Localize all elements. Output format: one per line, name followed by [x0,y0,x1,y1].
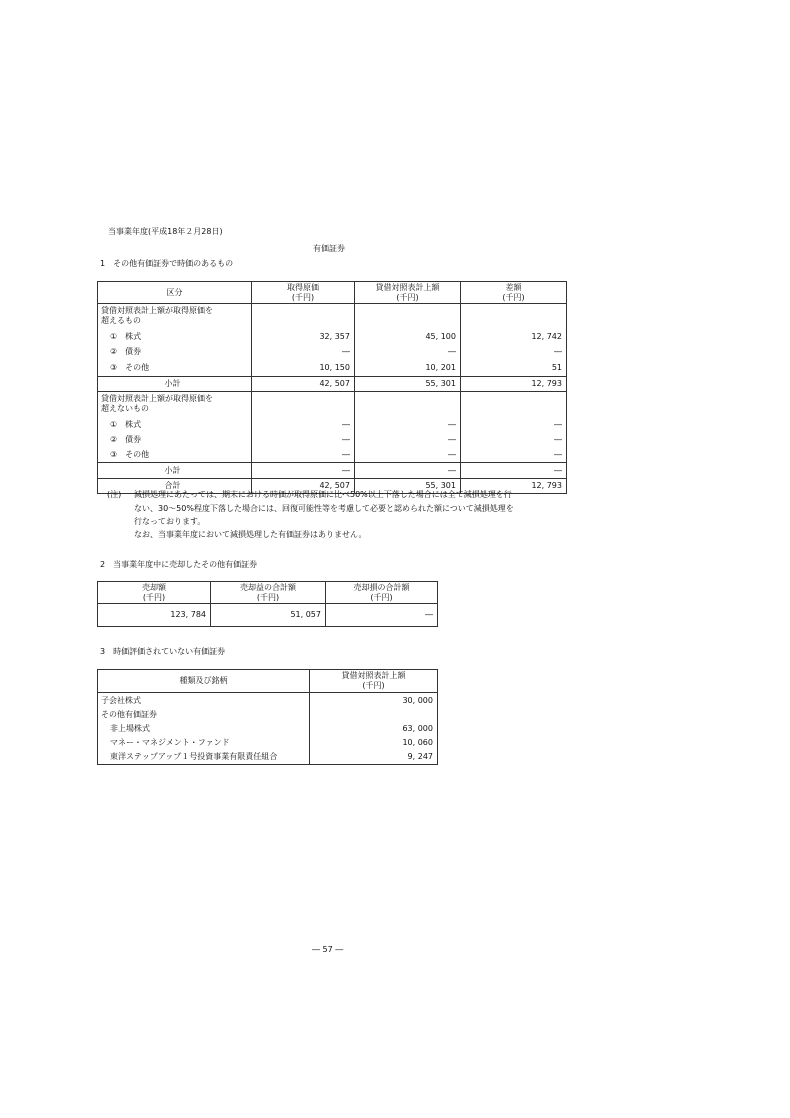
header-sale-amount: 売却額 (千円) [98,582,211,604]
securities-with-market-value-table [97,281,567,494]
fiscal-year-heading: 当事業年度(平成18年２月28日) [108,227,223,236]
header-difference: 差額 (千円) [461,282,567,304]
table-row: ③ その他 10, 150 10, 201 51 [98,360,567,377]
table-row: 東洋ステップアップ１号投資事業有限責任組合 9, 247 [98,750,438,765]
table-row: ③ その他 ― ― ― [98,448,567,463]
table-row: 非上場株式 63, 000 [98,722,438,736]
header-type-and-name: 種類及び銘柄 [98,670,310,693]
table-row: その他有価証券 [98,708,438,722]
header-category: 区分 [98,282,252,304]
header-loss-total: 売却損の合計額 (千円) [326,582,438,604]
note-mark: (注) [107,490,122,499]
page-number: ― 57 ― [312,945,344,954]
note-line-2: ない、30～50%程度下落した場合には、回復可能性等を考慮して必要と認められた額について減損処理を [134,504,514,513]
table-row: ① 株式 ― ― ― [98,418,567,432]
group-b-label: 貸借対照表計上額が取得原価を 超えないもの [98,392,252,419]
section1-title: 1 その他有価証券で時価のあるもの [100,259,234,268]
header-book-value: 貸借対照表計上額 (千円) [310,670,438,693]
unlisted-securities-table [97,669,438,765]
table-row: ① 株式 32, 357 45, 100 12, 742 [98,330,567,344]
group-a-label-row [98,304,567,331]
table-header-row [98,282,567,304]
subtotal-row: 小計 ― ― ― [98,463,567,479]
table-row: マネー・マネジメント・ファンド 10, 060 [98,736,438,750]
header-gain-total: 売却益の合計額 (千円) [211,582,326,604]
page-title: 有価証券 [313,244,345,253]
sold-securities-table [97,581,438,627]
table-row: 子会社株式 30, 000 [98,693,438,709]
note-line-3: 行なっております。 [134,517,206,526]
table-header-row [98,670,438,693]
subtotal-row: 小計 42, 507 55, 301 12, 793 [98,377,567,392]
header-cost: 取得原価 (千円) [252,282,355,304]
section3-title: 3 時価評価されていない有価証券 [100,647,226,656]
note-line-4: なお、当事業年度において減損処理した有価証券はありません。 [134,530,367,539]
table-header-row [98,582,438,604]
table-row: ② 債券 ― ― ― [98,432,567,448]
total-row: 合計 42, 507 55, 301 12, 793 [98,479,567,494]
group-a-label: 貸借対照表計上額が取得原価を 超えるもの [98,304,252,331]
section2-title: 2 当事業年度中に売却したその他有価証券 [100,560,258,569]
header-book-value: 貸借対照表計上額 (千円) [355,282,461,304]
table-row: 123, 784 51, 057 ― [98,604,438,627]
group-b-label-row [98,392,567,419]
note-line-1: 減損処理にあたっては、期末における時価が取得原価に比べ50%以上下落した場合には全て減損処理を行 [134,490,512,499]
table-row: ② 債券 ― ― ― [98,344,567,360]
